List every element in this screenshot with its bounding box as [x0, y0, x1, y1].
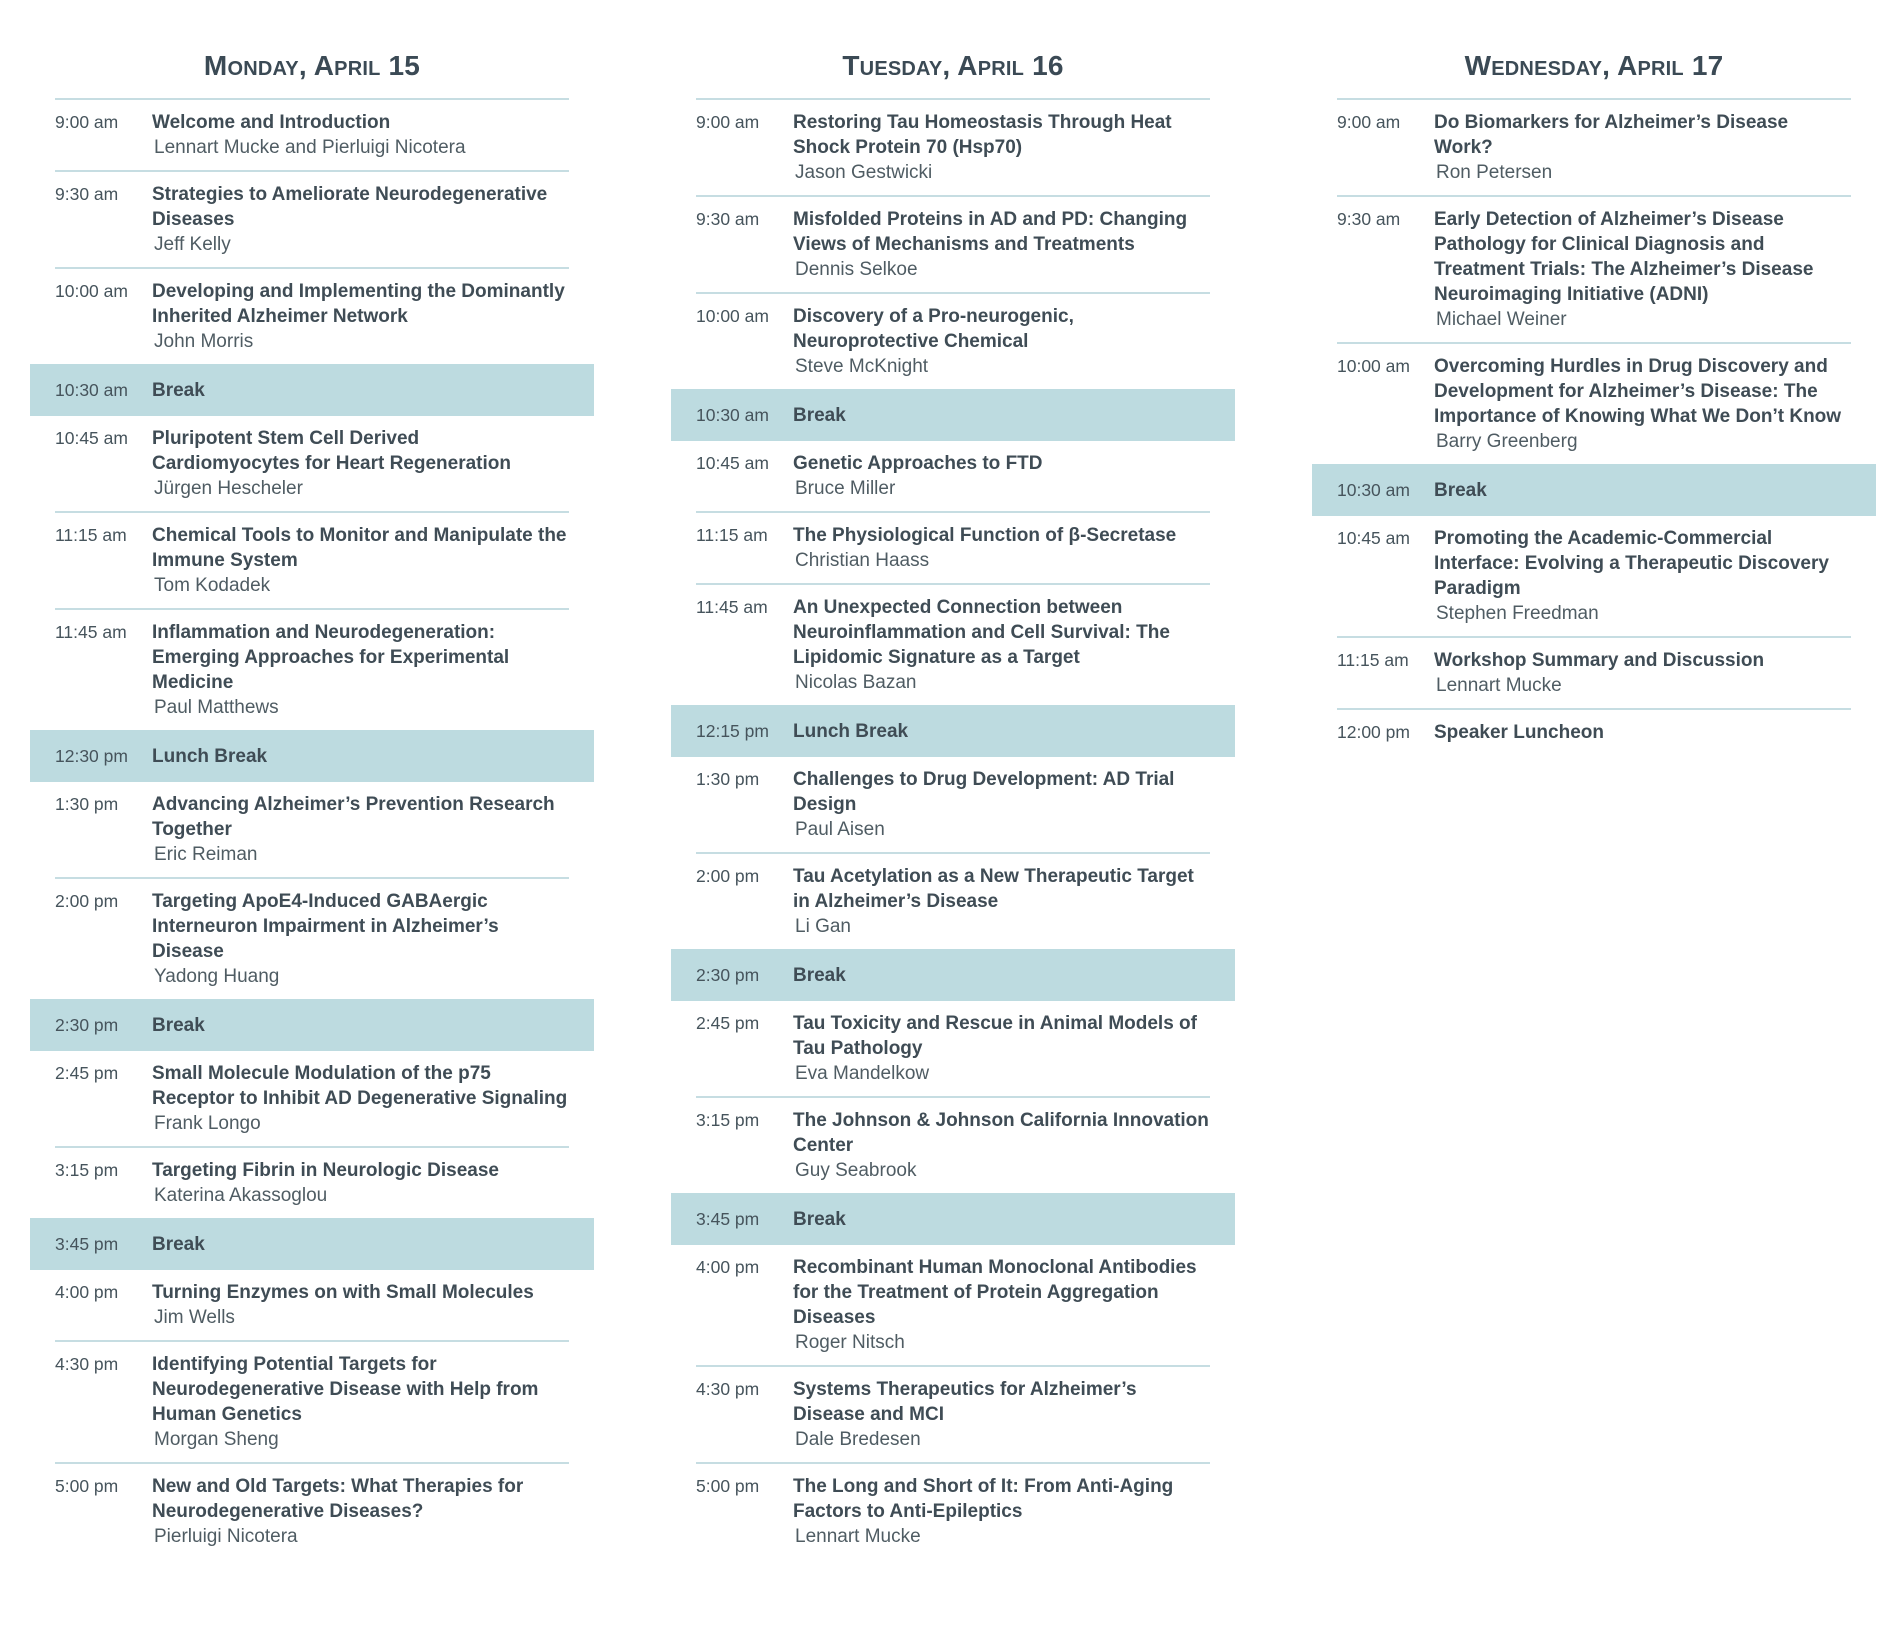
- session-title: Break: [793, 1208, 846, 1230]
- session-info: [793, 110, 1210, 185]
- session-time: 10:45 am: [696, 453, 769, 473]
- session-time: 4:30 pm: [696, 1379, 760, 1399]
- session-title: Lunch Break: [793, 720, 909, 742]
- session-info: [793, 1207, 1210, 1232]
- break-row: [671, 705, 1235, 757]
- session-speaker: Katerina Akassoglou: [154, 1185, 328, 1206]
- break-row: [1312, 464, 1876, 516]
- session-row: [55, 782, 569, 879]
- session-time: 4:00 pm: [696, 1257, 760, 1277]
- session-row: [696, 100, 1210, 197]
- session-title: Identifying Potential Targets for Neurodegenerative Disease with Help from Human Genetics: [152, 1354, 539, 1425]
- session-time: 3:15 pm: [55, 1160, 119, 1180]
- session-title: Small Molecule Modulation of the p75 Receptor to Inhibit AD Degenerative Signaling: [152, 1063, 568, 1109]
- session-title: Targeting Fibrin in Neurologic Disease: [152, 1160, 499, 1181]
- break-row: [30, 730, 594, 782]
- session-row: [1337, 197, 1851, 344]
- session-time: 10:00 am: [55, 281, 128, 301]
- session-speaker: Eva Mandelkow: [795, 1063, 930, 1084]
- session-time: 12:00 pm: [1337, 722, 1410, 742]
- session-info: [1434, 526, 1851, 626]
- session-row: [696, 1001, 1210, 1098]
- session-title: Break: [1434, 479, 1487, 501]
- session-title: Discovery of a Pro-neurogenic, Neuroprotective Chemical: [793, 306, 1074, 352]
- session-row: [55, 1148, 569, 1220]
- session-row: [696, 197, 1210, 294]
- session-row: [696, 1367, 1210, 1464]
- session-title: Lunch Break: [152, 745, 268, 767]
- session-info: [152, 792, 569, 867]
- session-info: [793, 1474, 1210, 1549]
- session-info: [793, 1377, 1210, 1452]
- session-time: 10:30 am: [1337, 479, 1410, 500]
- session-title: Turning Enzymes on with Small Molecules: [152, 1282, 534, 1303]
- session-speaker: Jason Gestwicki: [795, 162, 933, 183]
- session-time: 12:15 pm: [696, 720, 769, 741]
- session-time: 2:30 pm: [55, 1014, 119, 1035]
- day-column-tuesday: [671, 46, 1235, 1559]
- session-speaker: Tom Kodadek: [154, 575, 271, 596]
- session-time: 1:30 pm: [696, 769, 760, 789]
- session-info: [152, 378, 569, 403]
- session-time: 10:30 am: [696, 404, 769, 425]
- session-speaker: Jeff Kelly: [154, 234, 231, 255]
- session-info: [793, 864, 1210, 939]
- session-info: [793, 1011, 1210, 1086]
- break-row: [671, 949, 1235, 1001]
- session-info: [152, 1474, 569, 1549]
- session-info: [1434, 207, 1851, 332]
- session-title: Break: [152, 1014, 205, 1036]
- session-time: 11:45 am: [696, 597, 768, 617]
- session-time: 11:15 am: [55, 525, 127, 545]
- break-row: [30, 364, 594, 416]
- session-time: 9:30 am: [55, 184, 119, 204]
- session-time: 10:45 am: [55, 428, 128, 448]
- session-title: Break: [152, 379, 205, 401]
- session-time: 1:30 pm: [55, 794, 119, 814]
- session-title: Advancing Alzheimer’s Prevention Research Together: [152, 794, 555, 840]
- session-info: [152, 279, 569, 354]
- session-time: 10:00 am: [1337, 356, 1410, 376]
- session-info: [793, 719, 1210, 744]
- break-row: [30, 999, 594, 1051]
- session-info: [1434, 354, 1851, 454]
- session-row: [55, 416, 569, 513]
- session-title: New and Old Targets: What Therapies for Neurodegenerative Diseases?: [152, 1476, 524, 1522]
- session-speaker: Christian Haass: [795, 550, 930, 571]
- session-row: [55, 1342, 569, 1464]
- session-speaker: Eric Reiman: [154, 844, 258, 865]
- session-time: 10:45 am: [1337, 528, 1410, 548]
- session-row: [55, 1464, 569, 1559]
- day-heading: Wednesday, April 17: [1337, 46, 1851, 100]
- session-time: 12:30 pm: [55, 745, 128, 766]
- session-row: [55, 100, 569, 172]
- session-row: [696, 757, 1210, 854]
- session-row: [1337, 344, 1851, 466]
- session-info: [793, 1108, 1210, 1183]
- session-info: [152, 744, 569, 769]
- session-speaker: Li Gan: [795, 916, 851, 937]
- session-time: 4:00 pm: [55, 1282, 119, 1302]
- session-row: [696, 513, 1210, 585]
- session-title: Challenges to Drug Development: AD Trial Design: [793, 769, 1175, 815]
- session-row: [696, 441, 1210, 513]
- session-speaker: Frank Longo: [154, 1113, 261, 1134]
- session-speaker: Jim Wells: [154, 1307, 235, 1328]
- session-title: Break: [152, 1233, 205, 1255]
- session-time: 9:00 am: [696, 112, 760, 132]
- session-time: 5:00 pm: [55, 1476, 119, 1496]
- session-row: [55, 610, 569, 732]
- session-info: [793, 767, 1210, 842]
- session-time: 11:15 am: [1337, 650, 1409, 670]
- session-speaker: Ron Petersen: [1436, 162, 1553, 183]
- session-time: 2:00 pm: [55, 891, 119, 911]
- session-info: [793, 403, 1210, 428]
- day-column-wednesday: [1312, 46, 1876, 762]
- session-speaker: Nicolas Bazan: [795, 672, 917, 693]
- session-info: [152, 1232, 569, 1257]
- session-speaker: Lennart Mucke: [1436, 675, 1562, 696]
- session-speaker: Roger Nitsch: [795, 1332, 905, 1353]
- session-title: Early Detection of Alzheimer’s Disease Pathology for Clinical Diagnosis and Treatment Trials: The Alzheimer’s Disease Neuroimaging Initiative (ADNI): [1434, 209, 1814, 305]
- day-heading: Tuesday, April 16: [696, 46, 1210, 100]
- session-title: Targeting ApoE4-Induced GABAergic Interneuron Impairment in Alzheimer’s Disease: [152, 891, 499, 962]
- session-time: 11:45 am: [55, 622, 127, 642]
- session-list: [671, 100, 1235, 1559]
- session-time: 2:30 pm: [696, 964, 760, 985]
- session-info: [1434, 110, 1851, 185]
- session-speaker: Guy Seabrook: [795, 1160, 917, 1181]
- session-title: Developing and Implementing the Dominantly Inherited Alzheimer Network: [152, 281, 565, 327]
- session-info: [793, 207, 1210, 282]
- session-speaker: Pierluigi Nicotera: [154, 1526, 298, 1547]
- session-speaker: Paul Matthews: [154, 697, 279, 718]
- session-info: [152, 1280, 569, 1330]
- day-column-monday: [30, 46, 594, 1559]
- session-title: The Long and Short of It: From Anti-Aging Factors to Anti-Epileptics: [793, 1476, 1174, 1522]
- session-row: [55, 1270, 569, 1342]
- session-speaker: Bruce Miller: [795, 478, 896, 499]
- session-title: An Unexpected Connection between Neuroinflammation and Cell Survival: The Lipidomic Signature as a Target: [793, 597, 1170, 668]
- session-info: [793, 451, 1210, 501]
- session-title: Inflammation and Neurodegeneration: Emerging Approaches for Experimental Medicine: [152, 622, 510, 693]
- session-time: 9:30 am: [696, 209, 760, 229]
- session-speaker: Stephen Freedman: [1436, 603, 1599, 624]
- session-title: Systems Therapeutics for Alzheimer’s Disease and MCI: [793, 1379, 1137, 1425]
- session-info: [152, 426, 569, 501]
- session-info: [152, 110, 569, 160]
- session-info: [1434, 648, 1851, 698]
- session-info: [793, 523, 1210, 573]
- session-row: [55, 879, 569, 1001]
- session-speaker: Paul Aisen: [795, 819, 885, 840]
- session-time: 3:45 pm: [55, 1233, 119, 1254]
- session-row: [696, 1464, 1210, 1559]
- session-time: 10:30 am: [55, 379, 128, 400]
- session-info: [152, 523, 569, 598]
- session-time: 4:30 pm: [55, 1354, 119, 1374]
- session-row: [696, 294, 1210, 391]
- session-title: Strategies to Ameliorate Neurodegenerative Diseases: [152, 184, 548, 230]
- session-info: [152, 1158, 569, 1208]
- session-title: Overcoming Hurdles in Drug Discovery and Development for Alzheimer’s Disease: The Importance of Knowing What We Don’t Know: [1434, 356, 1842, 427]
- session-info: [152, 620, 569, 720]
- break-row: [671, 389, 1235, 441]
- session-title: Restoring Tau Homeostasis Through Heat Shock Protein 70 (Hsp70): [793, 112, 1172, 158]
- session-speaker: Yadong Huang: [154, 966, 280, 987]
- session-time: 9:00 am: [1337, 112, 1401, 132]
- session-title: Welcome and Introduction: [152, 112, 391, 133]
- session-time: 5:00 pm: [696, 1476, 760, 1496]
- session-speaker: Lennart Mucke: [795, 1526, 921, 1547]
- session-speaker: Steve McKnight: [795, 356, 929, 377]
- session-title: Recombinant Human Monoclonal Antibodies for the Treatment of Protein Aggregation Diseases: [793, 1257, 1197, 1328]
- session-title: Genetic Approaches to FTD: [793, 453, 1043, 474]
- session-row: [55, 269, 569, 366]
- session-row: [696, 1245, 1210, 1367]
- session-row: [696, 585, 1210, 707]
- session-row: [55, 513, 569, 610]
- session-list: [1312, 100, 1876, 762]
- session-info: [1434, 478, 1851, 503]
- session-speaker: Lennart Mucke and Pierluigi Nicotera: [154, 137, 466, 158]
- session-title: Speaker Luncheon: [1434, 722, 1604, 743]
- session-title: Misfolded Proteins in AD and PD: Changing Views of Mechanisms and Treatments: [793, 209, 1188, 255]
- session-speaker: John Morris: [154, 331, 254, 352]
- session-row: [1337, 516, 1851, 638]
- break-row: [30, 1218, 594, 1270]
- session-speaker: Jürgen Hescheler: [154, 478, 303, 499]
- session-title: The Johnson & Johnson California Innovation Center: [793, 1110, 1209, 1156]
- session-title: Promoting the Academic-Commercial Interface: Evolving a Therapeutic Discovery Paradigm: [1434, 528, 1829, 599]
- session-list: [30, 100, 594, 1559]
- session-time: 11:15 am: [696, 525, 768, 545]
- session-title: Break: [793, 404, 846, 426]
- session-time: 2:00 pm: [696, 866, 760, 886]
- session-time: 10:00 am: [696, 306, 769, 326]
- break-row: [671, 1193, 1235, 1245]
- session-time: 2:45 pm: [55, 1063, 119, 1083]
- session-row: [1337, 710, 1851, 762]
- session-time: 3:45 pm: [696, 1208, 760, 1229]
- session-title: Chemical Tools to Monitor and Manipulate the Immune System: [152, 525, 567, 571]
- session-row: [1337, 100, 1851, 197]
- session-title: Break: [793, 964, 846, 986]
- session-speaker: Barry Greenberg: [1436, 431, 1578, 452]
- session-info: [793, 1255, 1210, 1355]
- session-title: Workshop Summary and Discussion: [1434, 650, 1765, 671]
- session-title: The Physiological Function of β-Secretase: [793, 525, 1177, 546]
- session-row: [1337, 638, 1851, 710]
- session-speaker: Morgan Sheng: [154, 1429, 279, 1450]
- session-title: Pluripotent Stem Cell Derived Cardiomyocytes for Heart Regeneration: [152, 428, 511, 474]
- session-time: 9:30 am: [1337, 209, 1401, 229]
- session-info: [793, 963, 1210, 988]
- session-row: [696, 1098, 1210, 1195]
- session-info: [152, 889, 569, 989]
- session-time: 2:45 pm: [696, 1013, 760, 1033]
- session-title: Tau Acetylation as a New Therapeutic Target in Alzheimer’s Disease: [793, 866, 1194, 912]
- session-title: Do Biomarkers for Alzheimer’s Disease Work?: [1434, 112, 1789, 158]
- session-speaker: Dennis Selkoe: [795, 259, 918, 280]
- session-info: [152, 1013, 569, 1038]
- day-heading: Monday, April 15: [55, 46, 569, 100]
- session-info: [152, 182, 569, 257]
- session-info: [152, 1061, 569, 1136]
- session-time: 9:00 am: [55, 112, 119, 132]
- session-speaker: Dale Bredesen: [795, 1429, 921, 1450]
- session-row: [696, 854, 1210, 951]
- session-time: 3:15 pm: [696, 1110, 760, 1130]
- session-info: [152, 1352, 569, 1452]
- session-info: [793, 304, 1210, 379]
- session-info: [793, 595, 1210, 695]
- session-title: Tau Toxicity and Rescue in Animal Models of Tau Pathology: [793, 1013, 1197, 1059]
- session-row: [55, 172, 569, 269]
- session-speaker: Michael Weiner: [1436, 309, 1567, 330]
- session-row: [55, 1051, 569, 1148]
- session-info: [1434, 720, 1851, 752]
